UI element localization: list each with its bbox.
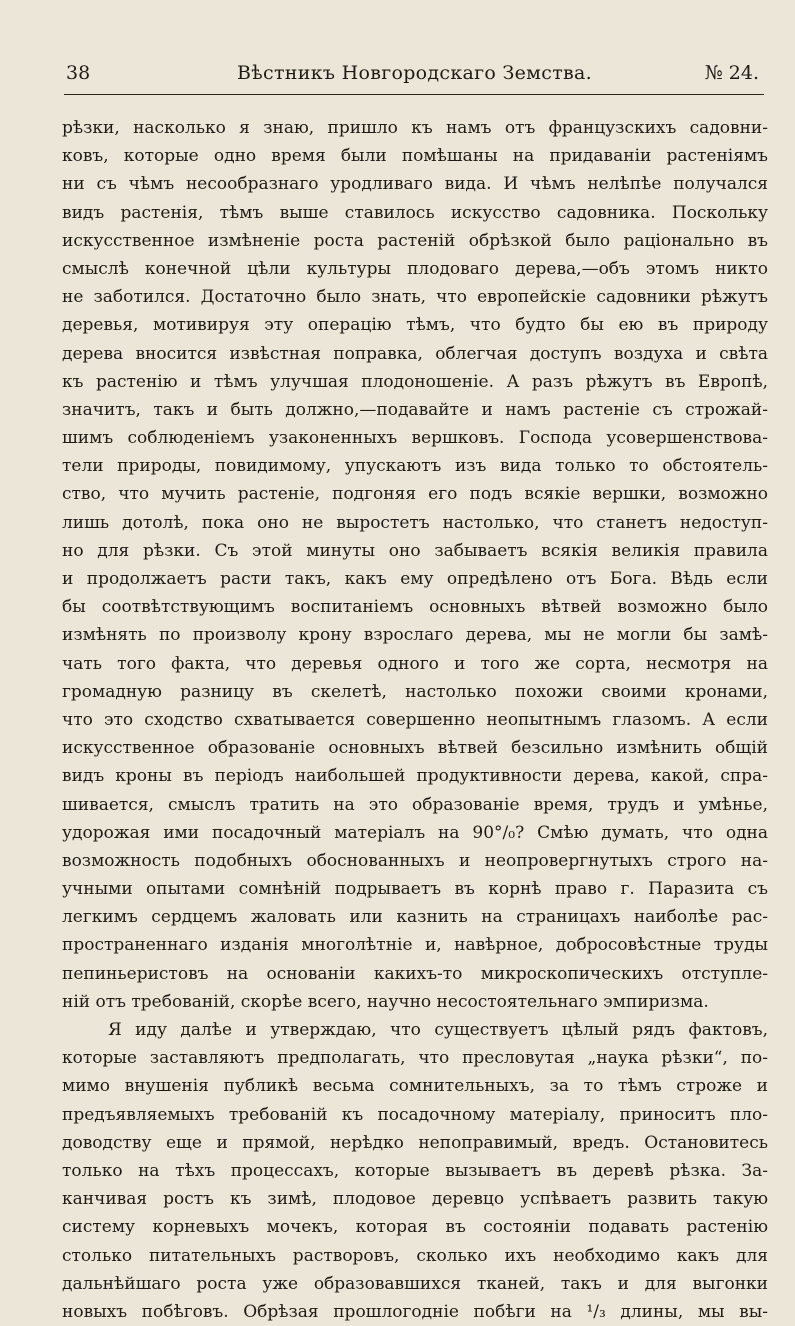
header-rule xyxy=(64,94,764,95)
journal-title: Вѣстникъ Новгородскаго Земства. xyxy=(237,62,592,84)
text-line: шивается, смыслъ тратить на это образованiе время, трудъ и умѣнье, xyxy=(62,794,768,815)
text-line: учными опытами сомнѣнiй подрываетъ въ корнѣ право г. Паразита съ xyxy=(62,879,768,900)
text-line: смыслѣ конечной цѣли культуры плодоваго дерева,—объ этомъ никто xyxy=(62,258,768,279)
body-text xyxy=(62,114,768,1326)
text-line: Я иду далѣе и утверждаю, что существуетъ цѣлый рядъ фактовъ, xyxy=(108,1020,768,1040)
text-line: ни съ чѣмъ несообразнаго уродливаго вида. И чѣмъ нелѣпѣе получался xyxy=(62,174,768,195)
text-line: деревья, мотивируя эту операцiю тѣмъ, что будто бы ею въ природу xyxy=(62,315,768,336)
text-line: доводству еще и прямой, нерѣдко непоправимый, вредъ. Остановитесь xyxy=(62,1132,768,1153)
text-line: ство, что мучить растенiе, подгоняя его подъ всякiе вершки, возможно xyxy=(62,484,768,505)
text-line: измѣнять по произволу крону взрослаго дерева, мы не могли бы замѣ- xyxy=(62,625,768,646)
text-line: пространеннаго изданiя многолѣтнiе и, навѣрное, добросовѣстные труды xyxy=(62,935,768,956)
issue-number: № 24. xyxy=(704,62,759,84)
text-line: искусственное образованiе основныхъ вѣтвей безсильно измѣнить общiй xyxy=(62,738,768,759)
text-line: возможность подобныхъ обоснованныхъ и неопровергнутыхъ строго на- xyxy=(62,850,768,871)
text-line: дерева вносится извѣстная поправка, облегчая доступъ воздуха и свѣта xyxy=(62,343,768,364)
page-number: 38 xyxy=(66,62,91,84)
text-line: канчивая ростъ къ зимѣ, плодовое деревцо успѣваетъ развить такую xyxy=(62,1189,768,1210)
text-line: предъявляемыхъ требованiй къ посадочному матерiалу, приноситъ пло- xyxy=(62,1104,768,1125)
text-line: но для рѣзки. Съ этой минуты оно забываетъ всякiя великiя правила xyxy=(62,540,768,561)
text-line: видъ растенiя, тѣмъ выше ставилось искусство садовника. Поскольку xyxy=(62,202,768,223)
text-line: бы соотвѣтствующимъ воспитанiемъ основныхъ вѣтвей возможно было xyxy=(62,597,768,618)
text-line: мимо внушенiя публикѣ весьма сомнительныхъ, за то тѣмъ строже и xyxy=(62,1076,768,1097)
text-line: пепиньеристовъ на основанiи какихъ-то микроскопическихъ отступле- xyxy=(62,963,768,984)
text-line: которые заставляютъ предполагать, что пресловутая „наука рѣзки“, по- xyxy=(62,1048,768,1069)
text-line: къ растенiю и тѣмъ улучшая плодоношенiе. А разъ рѣжутъ въ Европѣ, xyxy=(62,371,768,392)
text-line: удорожая ими посадочный матерiалъ на 90°/₀? Смѣю думать, что одна xyxy=(62,822,768,843)
text-line: тели природы, повидимому, упускаютъ изъ вида только то обстоятель- xyxy=(62,456,768,477)
text-line: только на тѣхъ процессахъ, которые вызываетъ въ деревѣ рѣзка. За- xyxy=(62,1160,768,1181)
text-line: новыхъ побѣговъ. Обрѣзая прошлогоднiе побѣги на ¹/₃ длины, мы вы- xyxy=(62,1301,768,1322)
text-line: лишь дотолѣ, пока оно не выростетъ настолько, что станетъ недоступ- xyxy=(62,512,768,533)
text-line: дальнѣйшаго роста уже образовавшихся тканей, такъ и для выгонки xyxy=(62,1273,768,1294)
running-header xyxy=(64,62,765,92)
text-line: не заботился. Достаточно было знать, что европейскiе садовники рѣжутъ xyxy=(62,287,768,308)
text-line: и продолжаетъ расти такъ, какъ ему опредѣлено отъ Бога. Вѣдь если xyxy=(62,569,768,589)
text-line: легкимъ сердцемъ жаловать или казнить на страницахъ наиболѣе рас- xyxy=(62,907,768,928)
text-line: столько питательныхъ растворовъ, сколько ихъ необходимо какъ для xyxy=(62,1245,768,1266)
text-line: видъ кроны въ перiодъ наибольшей продуктивности дерева, какой, спра- xyxy=(62,766,768,787)
text-line: нiй отъ требованiй, скорѣе всего, научно несостоятельнаго эмпиризма. xyxy=(62,991,709,1012)
text-line: рѣзки, насколько я знаю, пришло къ намъ отъ французскихъ садовни- xyxy=(62,118,768,138)
text-line: ковъ, которые одно время были помѣшаны на придаванiи растенiямъ xyxy=(62,146,768,167)
text-line: систему корневыхъ мочекъ, которая въ состоянiи подавать растенiю xyxy=(62,1217,768,1238)
text-line: значитъ, такъ и быть должно,—подавайте и намъ растенiе съ строжай- xyxy=(62,399,768,420)
text-line: чать того факта, что деревья одного и того же сорта, несмотря на xyxy=(62,653,768,674)
text-line: громадную разницу въ скелетѣ, настолько похожи своими кронами, xyxy=(62,681,768,702)
text-line: шимъ соблюденiемъ узаконенныхъ вершковъ. Господа усовершенствова- xyxy=(62,428,768,449)
text-line: что это сходство схватывается совершенно неопытнымъ глазомъ. А если xyxy=(62,709,768,730)
text-line: искусственное измѣненiе роста растенiй обрѣзкой было рацiонально въ xyxy=(62,230,768,251)
